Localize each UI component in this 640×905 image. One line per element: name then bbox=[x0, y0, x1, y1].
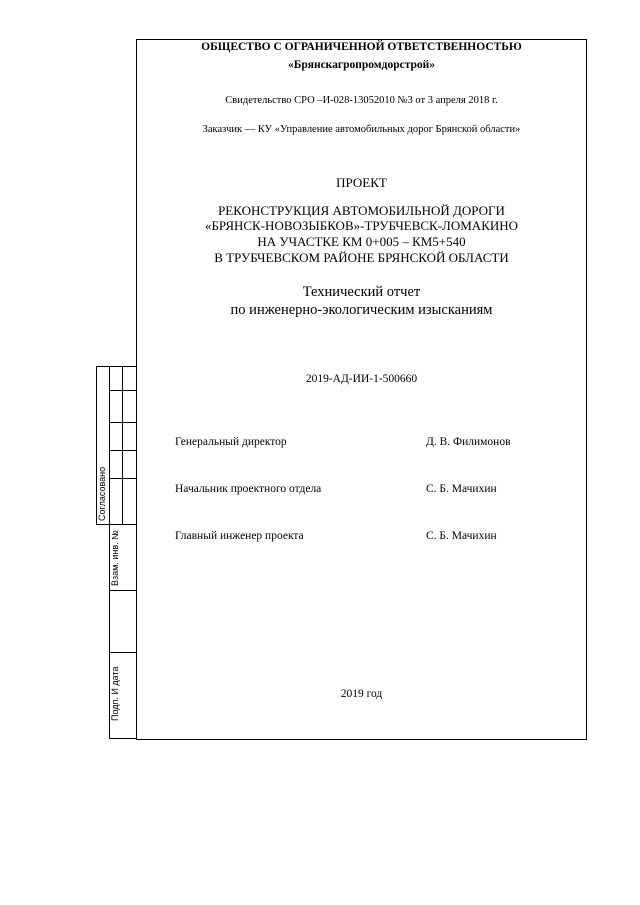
stamp-agreed-label: Согласовано bbox=[97, 466, 107, 521]
document-frame bbox=[136, 39, 587, 740]
report-title-line-1: Технический отчет bbox=[302, 284, 421, 300]
certificate-line: Свидетельство СРО –И-028-13052010 №3 от 3 апреля 2018 г. bbox=[225, 95, 498, 106]
customer-line: Заказчик — КУ «Управление автомобильных дорог Брянской области» bbox=[202, 124, 521, 135]
project-title-line-1: РЕКОНСТРУКЦИЯ АВТОМОБИЛЬНОЙ ДОРОГИ bbox=[218, 203, 505, 218]
signature-name-1: Д. В. Филимонов bbox=[426, 436, 511, 448]
project-title-line-2: «БРЯНСК-НОВОЗЫБКОВ»-ТРУБЧЕВСК-ЛОМАКИНО bbox=[204, 218, 519, 233]
organization-name: ОБЩЕСТВО С ОГРАНИЧЕННОЙ ОТВЕТСТВЕННОСТЬЮ bbox=[201, 41, 522, 53]
project-title-line-3: НА УЧАСТКЕ КМ 0+005 – КМ5+540 bbox=[257, 234, 466, 249]
report-title-line-2: по инженерно-экологическим изысканиям bbox=[230, 302, 493, 318]
document-code: 2019-АД-ИИ-1-500660 bbox=[305, 373, 418, 385]
document-year: 2019 год bbox=[340, 688, 383, 700]
signature-role-1: Генеральный директор bbox=[175, 436, 287, 448]
approval-stamp bbox=[96, 366, 136, 739]
project-title-line-4: В ТРУБЧЕВСКОМ РАЙОНЕ БРЯНСКОЙ ОБЛАСТИ bbox=[214, 250, 509, 265]
signature-role-3: Главный инженер проекта bbox=[175, 530, 304, 542]
signature-name-2: С. Б. Мачихин bbox=[426, 483, 497, 495]
signature-name-3: С. Б. Мачихин bbox=[426, 530, 497, 542]
stamp-signature-date-label: Подп. И дата bbox=[110, 666, 120, 721]
organization-short-name: «Брянскагропромдорстрой» bbox=[287, 59, 436, 71]
stamp-inventory-number-label: Взам. инв. № bbox=[110, 530, 120, 586]
project-label: ПРОЕКТ bbox=[336, 175, 387, 190]
signature-role-2: Начальник проектного отдела bbox=[175, 483, 322, 495]
